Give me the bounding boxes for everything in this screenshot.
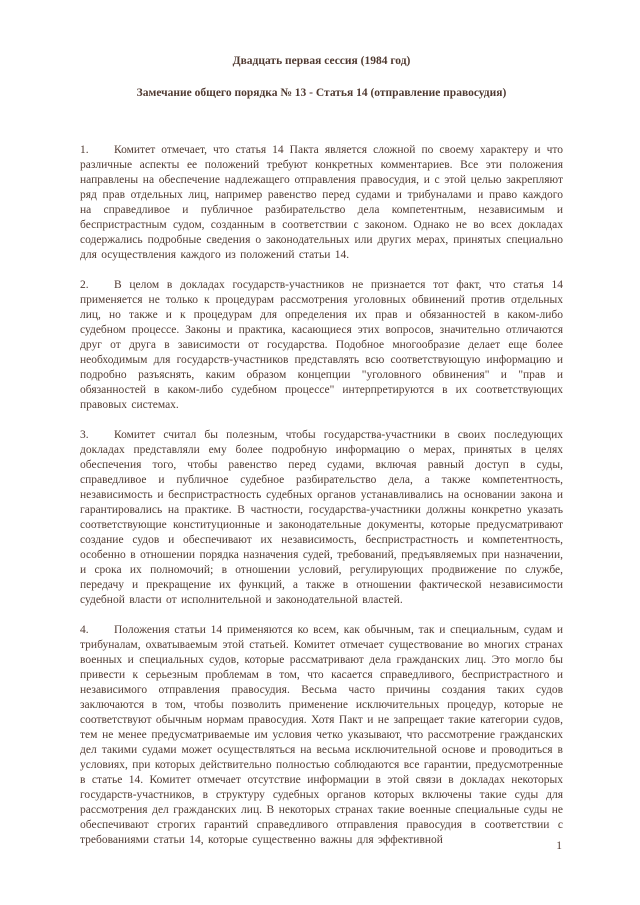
paragraph-3 xyxy=(80,428,563,608)
paragraph-number: 3. xyxy=(80,429,89,441)
paragraph-number: 1. xyxy=(80,144,89,156)
paragraph-4 xyxy=(80,623,563,848)
paragraph-number: 4. xyxy=(80,624,89,636)
paragraph-number: 2. xyxy=(80,279,89,291)
paragraph-text: В целом в докладах государств-участников не признается тот факт, что статья 14 применяется не только к процедурам рассмотрения уголовных обвинений против отдельных лиц, но также и к процедурам для определения их прав и обязанностей в каком-либо судебном процессе. Законы и практика, касающиеся этих вопросов, значительно отличаются друг от друга в зависимости от государства. Подобное многообразие делает еще более необходимым для государств-участников представлять всю соответствующую информацию и подробно разъяснять, каким образом концепции "уголовного обвинения" и "прав и обязанностей в каком-либо судебном процессе" интерпретируются в их соответствующих правовых системах. xyxy=(80,279,563,411)
paragraph-text: Комитет отмечает, что статья 14 Пакта является сложной по своему характеру и что различные аспекты ее положений требуют конкретных комментариев. Все эти положения направлены на обеспечение надлежащего отправления правосудия, и с этой целью закрепляют ряд прав отдельных лиц, например равенство перед судами и трибуналами и право каждого на справедливое и публичное разбирательство дела компетентным, независимым и беспристрастным судом, созданным в соответствии с законом. Однако не во всех докладах содержались подробные сведения о законодательных или других мерах, принятых специально для осуществления каждого из положений статьи 14. xyxy=(80,144,563,261)
paragraph-2 xyxy=(80,278,563,413)
paragraph-text: Положения статьи 14 применяются ко всем, как обычным, так и специальным, судам и трибуналам, охватываемым этой статьей. Комитет отмечает существование во многих странах военных и специальных судов, которые рассматривают дела гражданских лиц. Это могло бы привести к серьезным проблемам в том, что касается справедливого, беспристрастного и независимого отправления правосудия. Весьма часто причины создания таких судов заключаются в том, чтобы позволить применение исключительных процедур, которые не соответствуют обычным нормам правосудия. Хотя Пакт и не запрещает такие категории судов, тем не менее предусматриваемые им условия четко указывают, что рассмотрение гражданских дел такими судами может осуществляться на весьма исключительной основе и проводиться в условиях, при которых действительно полностью соблюдаются все гарантии, предусмотренные в статье 14. Комитет отмечает отсутствие информации в этой связи в докладах некоторых государств-участников, в структуру судебных органов которых включены такие суды для рассмотрения дел гражданских лиц. В некоторых странах такие военные специальные суды не обеспечивают строгих гарантий справедливого отправления правосудия в соответствии с требованиями статьи 14, которые существенно важны для эффективной xyxy=(80,624,563,846)
document-title: Замечание общего порядка № 13 - Статья 14 (отправление правосудия) xyxy=(136,87,507,99)
session-title: Двадцать первая сессия (1984 год) xyxy=(232,55,411,67)
paragraph-1 xyxy=(80,143,563,263)
paragraph-text: Комитет считал бы полезным, чтобы государства-участники в своих последующих докладах представляли ему более подробную информацию о мерах, принятых в целях обеспечения того, чтобы равенство перед судами, включая равный доступ в суды, справедливое и публичное судебное разбирательство дела, а также компетентность, независимость и беспристрастность судебных органов устанавливались на основании закона и гарантировались на практике. В частности, государства-участники должны конкретно указать соответствующие конституционные и законодательные документы, которые предусматривают создание судов и обеспечивают их независимость, беспристрастность и компетентность, особенно в отношении порядка назначения судей, требований, предъявляемых при назначении, и срока их полномочий; в отношении условий, регулирующих продвижение по службе, передачу и прекращение их функций, а также в отношении фактической независимости судебной власти от исполнительной и законодательной властей. xyxy=(80,429,563,606)
page-number: 1 xyxy=(556,840,562,852)
